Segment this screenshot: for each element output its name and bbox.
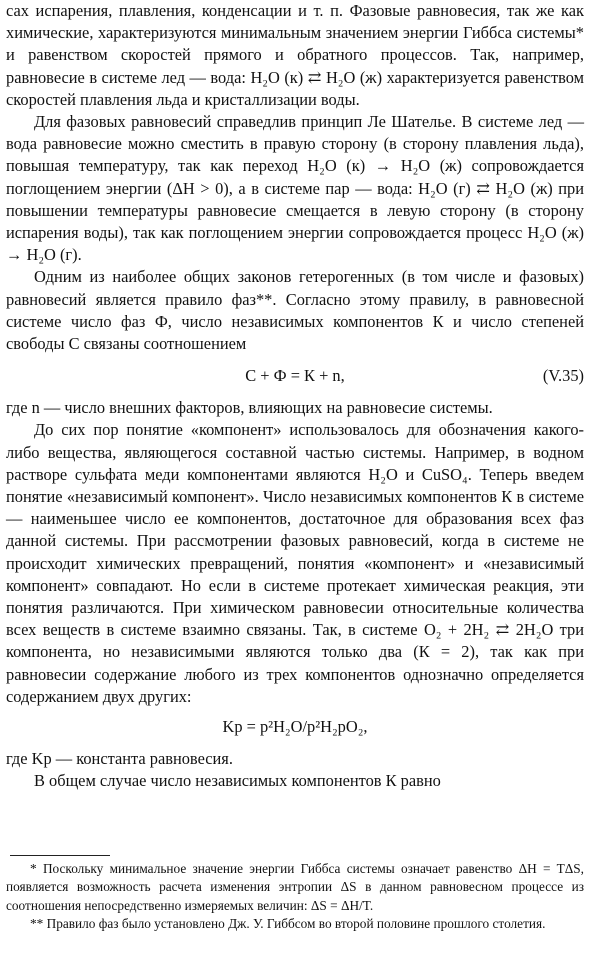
paragraph-7: В общем случае число независимых компонентов К равно bbox=[34, 771, 441, 791]
main-text bbox=[6, 0, 584, 793]
paragraph-2: Для фазовых равновесий справедлив принцип Ле Шателье. В системе лед — вода равновесие можно сместить в правую сторону (в сторону плавления льда), повышая температуру, так как переход H₂O (к) → H₂O (ж) сопровождается поглощением энергии (ΔH > 0), а в системе пар — вода: H₂O (г) ⇄ H₂O (ж) при повышении температуры равновесие смещается в левую сторону (в сторону испарения воды), так как поглощением энергии сопровождается процесс H₂O (ж) → H₂O (г). bbox=[6, 112, 584, 265]
footnotes bbox=[6, 860, 584, 934]
footnote-divider bbox=[10, 855, 110, 856]
paragraph-4: где n — число внешних факторов, влияющих на равновесие системы. bbox=[6, 398, 493, 418]
phase-rule-formula: С + Ф = К + n, bbox=[245, 366, 345, 386]
paragraph-5: До сих пор понятие «компонент» использовалось для обозначения какого-либо вещества, являющегося составной частью системы. Например, в водном растворе сульфата меди компонентами являются H₂O и CuSO₄. Теперь введем понятие «независимый компонент». Число независимых компонентов К в системе — наименьшее число ее компонентов, достаточное для образования всех фаз данной системы. При рассмотрении фазовых равновесий, когда в системе не происходит химических превращений, понятия «компонент» и «независимый компонент» совпадают. Но если в системе протекает химическая реакция, эти понятия различаются. При химическом равновесии относительные количества всех веществ в системе взаимно связаны. Так, в системе O₂ + 2H₂ ⇄ 2H₂O три компонента, но независимыми являются только два (К = 2), так как при равновесии содержание любого из трех компонентов однозначно определяется содержанием двух других: bbox=[6, 420, 584, 706]
footnote-1: * Поскольку минимальное значение энергии Гиббса системы означает равенство ΔH = TΔS, появляется возможность расчета изменения энтропии ΔS в данном равновесном процессе из соотношения непосредственно измеряемых величин: ΔS = ΔH/T. bbox=[6, 861, 584, 913]
equilibrium-constant-formula: Kp = p²H₂O/p²H₂pO₂, bbox=[222, 717, 368, 737]
paragraph-3: Одним из наиболее общих законов гетерогенных (в том числе и фазовых) равновесий является правило фаз**. Согласно этому правилу, в равновесной системе число фаз Ф, число независимых компонентов К и число степеней свободы С связаны соотношением bbox=[6, 267, 584, 354]
phase-rule-formula-row bbox=[6, 364, 584, 388]
paragraph-1: сах испарения, плавления, конденсации и т. п. Фазовые равновесия, так же как химические, характеризуются минимальным значением энергии Гиббса системы* и равенством скоростей прямого и обратного процессов. Так, например, равновесие в системе лед — вода: H₂O (к) ⇄ H₂O (ж) характеризуется равенством скоростей плавления льда и кристаллизации воды. bbox=[6, 1, 584, 109]
formula-number: (V.35) bbox=[542, 366, 584, 386]
footnote-2: ** Правило фаз было установлено Дж. У. Гиббсом во второй половине прошлого столетия. bbox=[30, 916, 546, 932]
paragraph-6: где Kp — константа равновесия. bbox=[6, 749, 233, 769]
